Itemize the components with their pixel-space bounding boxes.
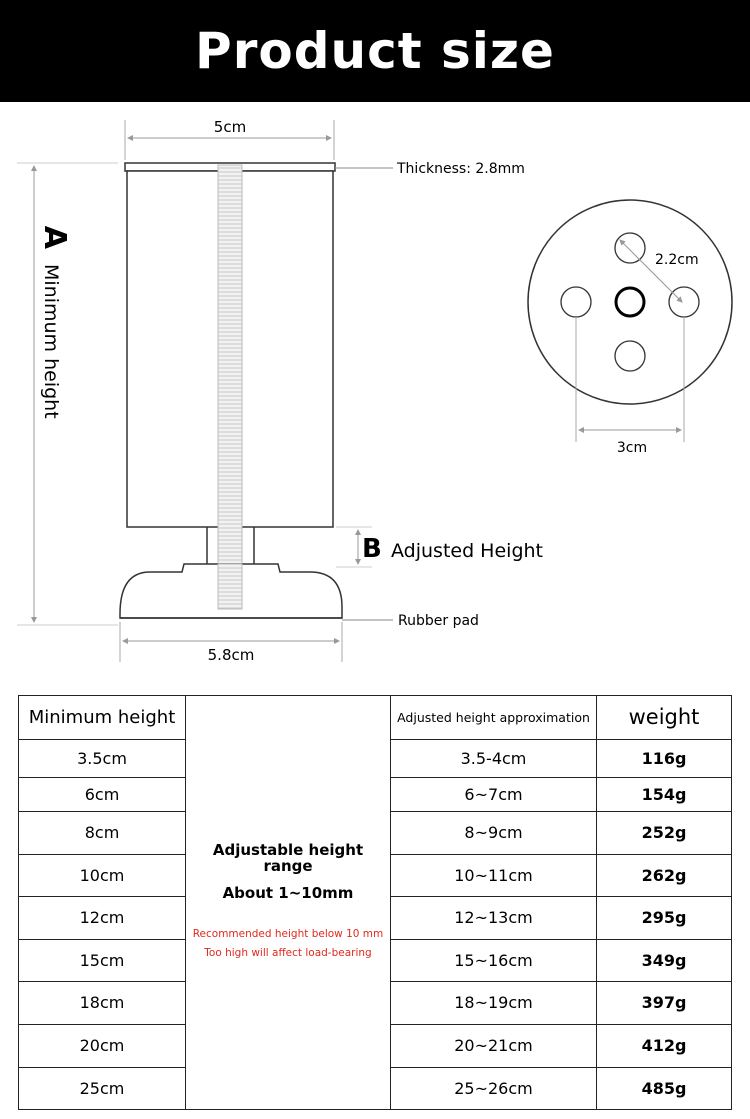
weight-cell: 154g xyxy=(597,778,732,812)
weight-cell: 252g xyxy=(597,812,732,855)
adjusted-height-cell: 20~21cm xyxy=(391,1025,597,1068)
min-height-cell: 20cm xyxy=(19,1025,186,1068)
min-height-cell: 18cm xyxy=(19,982,186,1025)
weight-cell: 262g xyxy=(597,855,732,897)
weight-cell: 116g xyxy=(597,740,732,778)
header-weight: weight xyxy=(597,696,732,740)
spec-table xyxy=(18,695,732,1110)
min-height-cell: 15cm xyxy=(19,940,186,982)
range-sub: About 1~10mm xyxy=(222,883,354,902)
min-height-dimension xyxy=(17,163,118,625)
thickness-label: Thickness: 2.8mm xyxy=(397,161,525,177)
range-note-1: Recommended height below 10 mm xyxy=(192,928,384,941)
title-banner xyxy=(0,0,750,102)
header-min-height: Minimum height xyxy=(19,696,186,740)
rubber-pad-label: Rubber pad xyxy=(398,613,479,629)
top-view-plate xyxy=(528,200,732,456)
product-diagram xyxy=(0,102,750,692)
range-title: Adjustable height range xyxy=(212,840,364,876)
min-height-cell: 12cm xyxy=(19,897,186,940)
adjusted-height-cell: 6~7cm xyxy=(391,778,597,812)
rubber-pad-callout xyxy=(342,613,479,629)
weight-cell: 485g xyxy=(597,1068,732,1110)
adjusted-height-cell: 18~19cm xyxy=(391,982,597,1025)
label-a-letter: A xyxy=(37,225,72,249)
min-height-cell: 8cm xyxy=(19,812,186,855)
top-width-label: 5cm xyxy=(213,118,247,136)
adjusted-height-cell: 8~9cm xyxy=(391,812,597,855)
min-height-cell: 10cm xyxy=(19,855,186,897)
min-height-cell: 6cm xyxy=(19,778,186,812)
label-b-letter: B xyxy=(362,534,382,564)
adjusted-height-cell: 10~11cm xyxy=(391,855,597,897)
min-height-cell: 3.5cm xyxy=(19,740,186,778)
thickness-callout xyxy=(335,161,525,177)
bottom-width-label: 5.8cm xyxy=(207,646,255,664)
adjusted-height-cell: 15~16cm xyxy=(391,940,597,982)
bottom-width-dimension xyxy=(120,622,342,664)
range-note-2: Too high will affect load-bearing xyxy=(204,947,372,960)
label-b-text: Adjusted Height xyxy=(391,540,543,562)
label-a-text: Minimum height xyxy=(40,264,62,419)
hole-diameter-label: 2.2cm xyxy=(655,252,699,268)
header-adjusted-height: Adjusted height approximation xyxy=(391,696,597,740)
page-title: Product size xyxy=(195,22,555,80)
adjusted-height-cell: 3.5-4cm xyxy=(391,740,597,778)
hole-spacing-label: 3cm xyxy=(616,440,648,456)
adjusted-height-cell: 12~13cm xyxy=(391,897,597,940)
table-header-row xyxy=(19,696,732,740)
leg-body xyxy=(120,163,342,618)
adjustable-range-cell xyxy=(186,696,391,1110)
min-height-cell: 25cm xyxy=(19,1068,186,1110)
top-width-dimension xyxy=(125,118,334,160)
weight-cell: 349g xyxy=(597,940,732,982)
weight-cell: 295g xyxy=(597,897,732,940)
adjusted-height-cell: 25~26cm xyxy=(391,1068,597,1110)
weight-cell: 397g xyxy=(597,982,732,1025)
adjusted-height-dimension xyxy=(336,527,543,567)
weight-cell: 412g xyxy=(597,1025,732,1068)
